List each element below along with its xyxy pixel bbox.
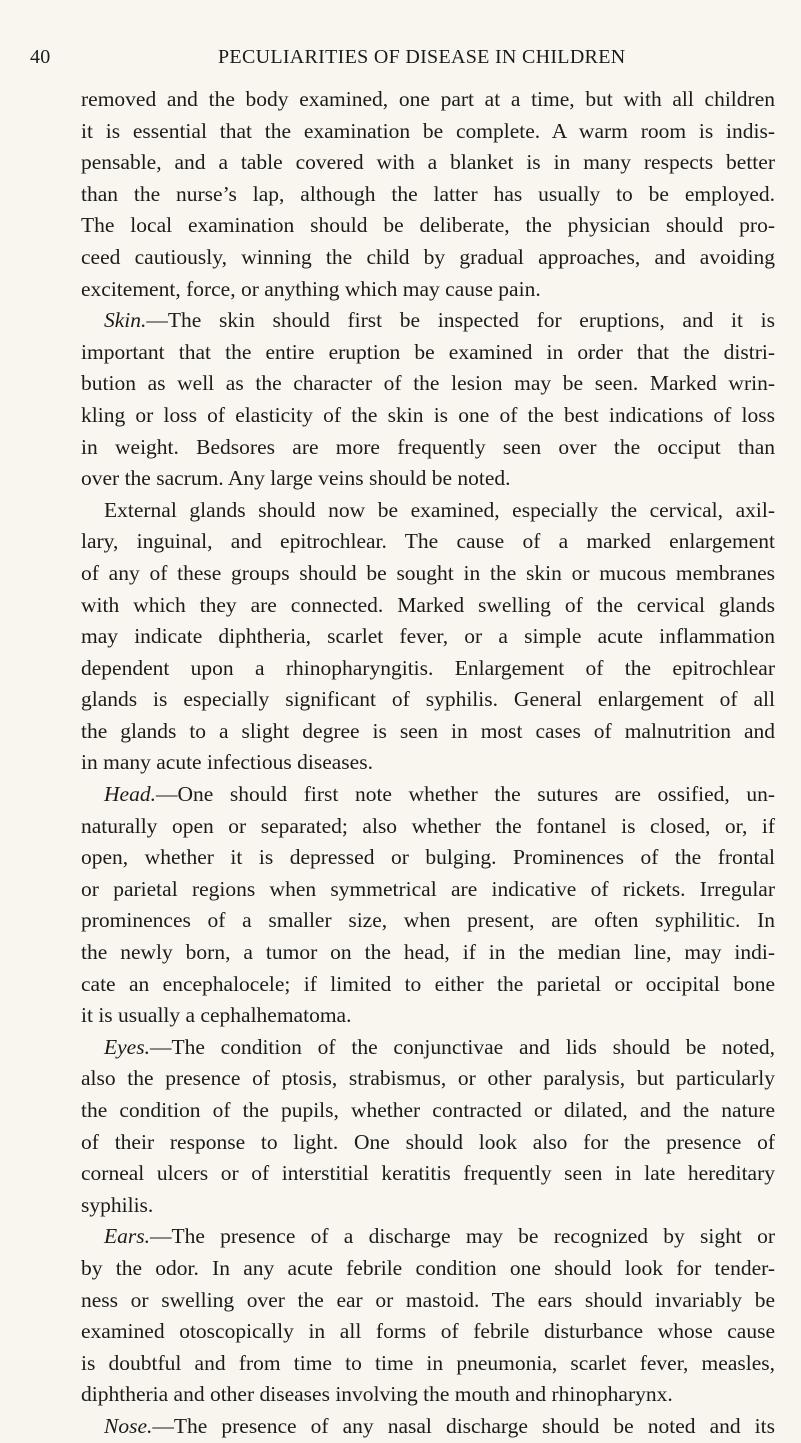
text-line: in many acute infectious diseases. [81,750,373,775]
text-line: than the nurse’s lap, although the latter has usually to be employed. [81,181,775,206]
text-line: External glands should now be examined, especially the cervical, axil- [104,497,775,522]
text-line: The local examination should be deliberate, the physician should pro- [81,213,775,238]
paragraph-ears [81,1221,775,1411]
text-line: the condition of the pupils, whether contracted or dilated, and the nature [81,1098,775,1122]
text-line: open, whether it is depressed or bulging. Prominences of the frontal [81,845,775,870]
text-line: dependent upon a rhinopharyngitis. Enlargement of the epitrochlear [81,655,775,680]
text-line: of any of these groups should be sought in the skin or mucous membranes [81,560,775,585]
text-line [81,1411,775,1443]
text-run: —The presence of any nasal discharge should be noted and its [152,1413,775,1438]
page-header [30,46,774,76]
text-line: important that the entire eruption be examined in order that the distri- [81,339,775,364]
section-heading-head: Head. [104,782,156,807]
text-line: pensable, and a table covered with a blanket is in many respects better [81,150,775,175]
text-line: with which they are connected. Marked swelling of the cervical glands [81,592,775,617]
text-line [81,1221,775,1253]
text-line: also the presence of ptosis, strabismus, or other paralysis, but particularly [81,1066,775,1091]
text-line: in weight. Bedsores are more frequently seen over the occiput than [81,434,775,459]
text-line: excitement, force, or anything which may cause pain. [81,276,541,301]
text-line: or parietal regions when symmetrical are indicative of rickets. Irregular [81,876,775,901]
text-run: —One should first note whether the sutures are ossified, un- [155,782,775,807]
text-line: corneal ulcers or of interstitial keratitis frequently seen in late hereditary [81,1161,775,1186]
section-heading-nose: Nose. [104,1413,153,1438]
paragraph-intro [81,84,775,305]
text-line: naturally open or separated; also whether the fontanel is closed, or, if [81,813,775,838]
section-heading-ears: Ears. [104,1224,150,1249]
text-line: syphilis. [81,1192,154,1217]
text-line: the newly born, a tumor on the head, if in the median line, may indi- [81,940,775,965]
text-line: the glands to a slight degree is seen in most cases of malnutrition and [81,718,775,743]
text-line [81,779,775,811]
text-line: ness or swelling over the ear or mastoid. The ears should invariably be [81,1287,775,1312]
page-number: 40 [30,46,51,68]
text-line: over the sacrum. Any large veins should be noted. [81,466,511,491]
text-line: cate an encephalocele; if limited to either the parietal or occipital bone [81,971,775,996]
text-line: glands is especially significant of syphilis. General enlargement of all [81,687,775,712]
text-line: ceed cautiously, winning the child by gradual approaches, and avoiding [81,244,775,269]
paragraph-skin [81,305,775,495]
paragraph-head [81,779,775,1032]
text-line: it is usually a cephalhematoma. [81,1003,352,1028]
running-title: PECULIARITIES OF DISEASE IN CHILDREN [218,46,626,68]
text-line: of their response to light. One should look also for the presence of [81,1129,775,1154]
text-run: —The presence of a discharge may be recognized by sight or [150,1224,775,1249]
text-run: —The skin should first be inspected for eruptions, and it is [146,308,775,333]
text-line: by the odor. In any acute febrile condition one should look for tender- [81,1255,775,1280]
text-line: may indicate diphtheria, scarlet fever, or a simple acute inflammation [81,624,775,649]
text-line: removed and the body examined, one part at a time, but with all children [81,87,775,111]
paragraph-nose [81,1411,775,1443]
text-line: kling or loss of elasticity of the skin is one of the best indications of loss [81,402,775,427]
text-line: bution as well as the character of the lesion may be seen. Marked wrin- [81,371,775,396]
text-line [81,1032,775,1064]
text-line [81,305,775,337]
section-heading-eyes: Eyes. [104,1034,150,1059]
section-heading-skin: Skin. [104,308,147,333]
paragraph-eyes [81,1032,775,1222]
page-body [81,84,775,1443]
text-line: it is essential that the examination be complete. A warm room is indis- [81,118,775,143]
text-line: examined otoscopically in all forms of febrile disturbance whose cause [81,1319,775,1344]
text-line: is doubtful and from time to time in pneumonia, scarlet fever, measles, [81,1350,775,1375]
paragraph-glands [81,495,775,779]
text-line: diphtheria and other diseases involving the mouth and rhinopharynx. [81,1382,673,1407]
text-run: —The condition of the conjunctivae and lids should be noted, [149,1034,775,1059]
text-line: lary, inguinal, and epitrochlear. The cause of a marked enlargement [81,529,775,554]
text-line: prominences of a smaller size, when present, are often syphilitic. In [81,908,775,933]
